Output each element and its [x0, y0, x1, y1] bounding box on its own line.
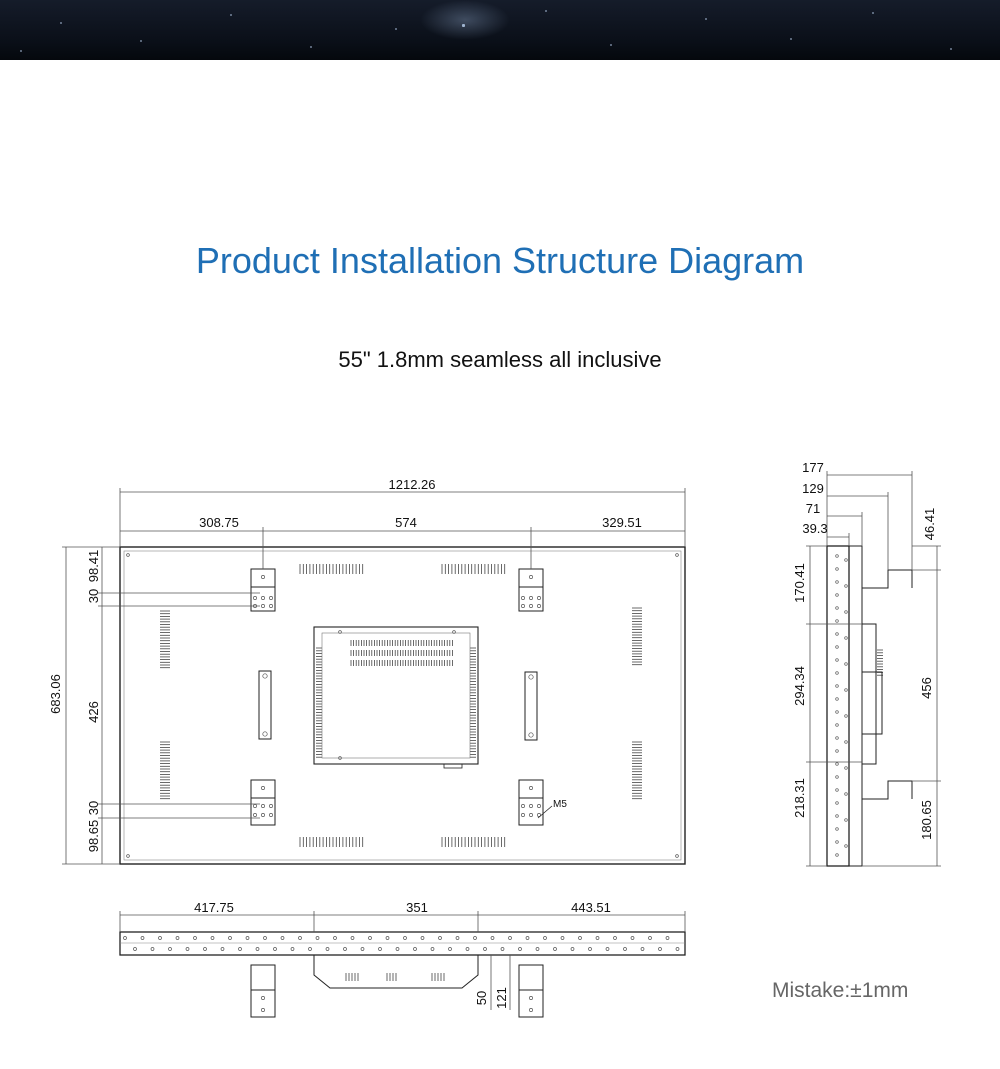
screw-hole	[159, 937, 162, 940]
dim-bottom-right: 443.51	[571, 900, 611, 915]
screw-hole	[631, 937, 634, 940]
screw-hole	[845, 793, 848, 796]
screw-hole	[361, 948, 364, 951]
screw-hole	[614, 937, 617, 940]
dim-side-170: 170.41	[792, 563, 807, 603]
screw-hole	[589, 948, 592, 951]
screw-hole	[571, 948, 574, 951]
screw-hole	[845, 559, 848, 562]
dim-side-218: 218.31	[792, 778, 807, 818]
product-subtitle: 55" 1.8mm seamless all inclusive	[338, 347, 662, 372]
screw-hole	[676, 855, 679, 858]
screw-hole	[261, 804, 264, 807]
screw-hole	[521, 813, 524, 816]
screw-hole	[369, 937, 372, 940]
screw-hole	[529, 996, 532, 999]
dim-front-total-width: 1212.26	[388, 477, 436, 492]
screw-hole	[529, 1008, 532, 1011]
dim-side-46: 46.41	[922, 507, 937, 541]
screw-hole	[501, 948, 504, 951]
screw-hole	[269, 804, 272, 807]
screw-hole	[263, 674, 267, 678]
screw-hole	[836, 841, 839, 844]
screw-hole	[836, 776, 839, 779]
central-box	[314, 627, 478, 764]
screw-hole	[229, 937, 232, 940]
screw-hole	[134, 948, 137, 951]
screw-hole	[845, 741, 848, 744]
screw-hole	[521, 804, 524, 807]
screw-hole	[666, 937, 669, 940]
screw-hole	[606, 948, 609, 951]
screw-hole	[836, 698, 839, 701]
screw-hole	[291, 948, 294, 951]
side-box	[862, 624, 876, 764]
screw-hole	[526, 937, 529, 940]
bottom-box	[314, 955, 478, 988]
screw-hole	[253, 596, 256, 599]
screw-hole	[466, 948, 469, 951]
screw-hole	[836, 620, 839, 623]
screw-hole	[414, 948, 417, 951]
screw-hole	[176, 937, 179, 940]
dim-front-top-outer: 98.41	[86, 549, 101, 583]
screw-hole	[127, 554, 130, 557]
screw-hole	[396, 948, 399, 951]
dim-front-middle-height: 426	[86, 701, 101, 723]
screw-hole	[221, 948, 224, 951]
dim-side-129: 129	[802, 481, 824, 496]
screw-hole	[253, 804, 256, 807]
page-title: Product Installation Structure Diagram	[195, 240, 805, 281]
screw-hole	[326, 948, 329, 951]
screw-hole	[596, 937, 599, 940]
screw-hole	[836, 828, 839, 831]
dim-bottom-121: 121	[494, 987, 509, 1009]
screw-hole	[836, 763, 839, 766]
screw-hole	[261, 604, 264, 607]
screw-hole	[379, 948, 382, 951]
dim-front-bottom-inner: 30	[86, 800, 101, 816]
screw-hole	[269, 813, 272, 816]
right-rail	[525, 672, 537, 740]
tolerance-note: Mistake:±1mm	[772, 979, 909, 1002]
screw-hole	[141, 937, 144, 940]
screw-hole	[127, 855, 130, 858]
screw-hole	[521, 604, 524, 607]
screw-hole	[204, 948, 207, 951]
screw-hole	[519, 948, 522, 951]
left-rail	[259, 671, 271, 739]
screw-hole	[836, 854, 839, 857]
screw-hole	[836, 750, 839, 753]
screw-hole	[186, 948, 189, 951]
screw-hole	[269, 596, 272, 599]
screw-hole	[449, 948, 452, 951]
screw-hole	[845, 715, 848, 718]
screw-hole	[509, 937, 512, 940]
screw-hole	[529, 575, 532, 578]
bottom-view	[120, 932, 685, 1017]
screw-hole	[386, 937, 389, 940]
screw-hole	[404, 937, 407, 940]
dim-front-right: 329.51	[602, 515, 642, 530]
screw-hole	[836, 659, 839, 662]
screw-hole	[836, 568, 839, 571]
screw-hole	[529, 804, 532, 807]
screw-hole	[836, 711, 839, 714]
screw-hole	[521, 596, 524, 599]
screw-hole	[579, 937, 582, 940]
dim-front-middle: 574	[395, 515, 417, 530]
bottom-bracket-left	[251, 965, 275, 1017]
screw-hole	[169, 948, 172, 951]
screw-hole	[536, 948, 539, 951]
screw-hole	[836, 607, 839, 610]
side-view	[827, 546, 912, 866]
screw-hole	[544, 937, 547, 940]
screw-hole	[845, 689, 848, 692]
screw-hole	[529, 786, 532, 789]
screw-hole	[274, 948, 277, 951]
screw-hole	[529, 733, 533, 737]
screw-hole	[253, 813, 256, 816]
screw-hole	[261, 575, 264, 578]
screw-hole	[836, 724, 839, 727]
screw-hole	[299, 937, 302, 940]
screw-hole	[836, 594, 839, 597]
bottom-bracket-right	[519, 965, 543, 1017]
screw-hole	[281, 937, 284, 940]
screw-hole	[845, 845, 848, 848]
screw-hole	[845, 819, 848, 822]
screw-hole	[351, 937, 354, 940]
bottom-dimension-lines	[120, 911, 685, 1010]
screw-hole	[836, 789, 839, 792]
screw-hole	[676, 554, 679, 557]
screw-hole	[529, 813, 532, 816]
dim-front-top-inner: 30	[86, 588, 101, 604]
screw-hole	[836, 581, 839, 584]
dim-bottom-left: 417.75	[194, 900, 234, 915]
screw-hole	[474, 937, 477, 940]
screw-hole	[561, 937, 564, 940]
screw-hole	[836, 815, 839, 818]
dim-side-456: 456	[919, 677, 934, 699]
screw-hole	[263, 732, 267, 736]
screw-hole	[309, 948, 312, 951]
screw-hole	[246, 937, 249, 940]
screw-hole	[194, 937, 197, 940]
screw-hole	[624, 948, 627, 951]
screw-hole	[151, 948, 154, 951]
dim-front-left: 308.75	[199, 515, 239, 530]
screw-hole	[421, 937, 424, 940]
screw-hole	[845, 611, 848, 614]
screw-hole	[537, 596, 540, 599]
screw-hole	[456, 937, 459, 940]
screw-hole	[836, 802, 839, 805]
screw-hole	[439, 937, 442, 940]
bracket-bottom-right	[519, 780, 543, 825]
screw-hole	[334, 937, 337, 940]
dim-bottom-50: 50	[474, 990, 489, 1006]
screw-hole	[836, 672, 839, 675]
screw-hole	[239, 948, 242, 951]
screw-hole	[836, 555, 839, 558]
screw-hole	[211, 937, 214, 940]
screw-hole	[264, 937, 267, 940]
bottom-panel	[120, 932, 685, 955]
screw-hole	[261, 813, 264, 816]
dim-side-177: 177	[802, 460, 824, 475]
screw-hole	[845, 637, 848, 640]
dim-front-bottom-outer: 98.65	[86, 819, 101, 853]
screw-hole	[659, 948, 662, 951]
front-view	[120, 547, 685, 864]
screw-hole	[261, 1008, 264, 1011]
side-frame	[849, 546, 862, 866]
screw-hole	[491, 937, 494, 940]
screw-hole	[676, 948, 679, 951]
screw-hole	[836, 633, 839, 636]
screw-hole	[836, 646, 839, 649]
screw-hole	[261, 996, 264, 999]
screw-hole	[484, 948, 487, 951]
screw-hole	[537, 604, 540, 607]
dim-side-39: 39.3	[802, 521, 828, 536]
m5-label: M5	[553, 799, 567, 810]
screw-hole	[256, 948, 259, 951]
dim-bottom-middle: 351	[406, 900, 428, 915]
screw-hole	[269, 604, 272, 607]
screw-hole	[845, 585, 848, 588]
screw-hole	[261, 786, 264, 789]
screw-hole	[836, 737, 839, 740]
dim-side-294: 294.34	[792, 666, 807, 706]
dim-front-total-height: 683.06	[48, 674, 63, 714]
screw-hole	[529, 604, 532, 607]
screw-hole	[845, 767, 848, 770]
screw-hole	[431, 948, 434, 951]
dim-side-180: 180.65	[919, 800, 934, 840]
screw-hole	[529, 675, 533, 679]
front-panel-outline	[120, 547, 685, 864]
front-dimension-lines	[62, 488, 685, 864]
dim-side-71: 71	[805, 501, 821, 516]
screw-hole	[537, 804, 540, 807]
screw-hole	[261, 596, 264, 599]
screw-hole	[316, 937, 319, 940]
screw-hole	[649, 937, 652, 940]
screw-hole	[845, 663, 848, 666]
screw-hole	[344, 948, 347, 951]
screw-hole	[641, 948, 644, 951]
screw-hole	[124, 937, 127, 940]
screw-hole	[529, 596, 532, 599]
screw-hole	[836, 685, 839, 688]
screw-hole	[554, 948, 557, 951]
